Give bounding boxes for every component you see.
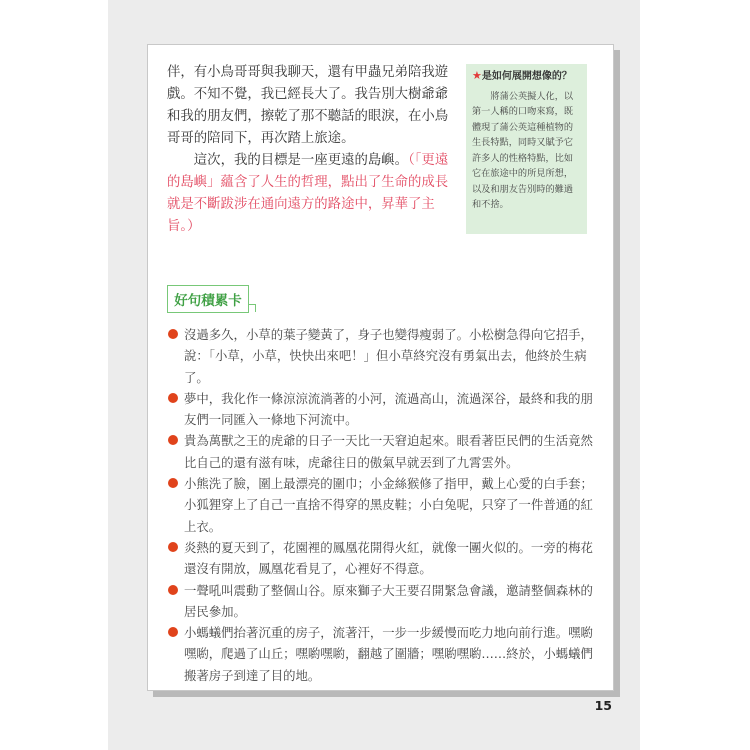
story-text (167, 62, 457, 238)
quote-text: 夢中，我化作一條涼涼流淌著的小河，流過高山，流過深谷，最終和我的朋友們一同匯入一條地下河流中。 (184, 390, 593, 428)
quote-text: 小熊洗了臉，圍上最漂亮的圍巾；小金絲猴修了指甲，戴上心愛的白手套；小狐狸穿上了自己一直捨不得穿的黑皮鞋；小白兔呢，只穿了一件普通的紅上衣。 (184, 476, 593, 534)
bullet-icon (168, 585, 178, 595)
list-item (166, 473, 598, 537)
quote-text: 炎熱的夏天到了，花園裡的鳳凰花開得火紅，就像一團火似的。一旁的梅花還沒有開放，鳳凰花看見了，心裡好不得意。 (184, 539, 593, 577)
sidebar-heading (472, 68, 581, 85)
bullet-icon (168, 542, 178, 552)
star-icon: ★ (472, 69, 482, 82)
list-item (166, 580, 598, 623)
story-paragraph-1: 伴，有小鳥哥哥與我聊天，還有甲蟲兄弟陪我遊戲。不知不覺，我已經長大了。我告別大樹爺爺和我的朋友們，擦乾了那不聽話的眼淚，在小鳥哥哥的陪同下，再次踏上旅途。 (167, 65, 449, 146)
bullet-icon (168, 435, 178, 445)
bullet-icon (168, 478, 178, 488)
bullet-icon (168, 627, 178, 637)
list-item (166, 430, 598, 473)
story-annotation: （「更遠的島嶼」蘊含了人生的哲理，點出了生命的成長就是不斷跋涉在通向遠方的路途中，昇華了主旨。） (167, 153, 449, 234)
quote-text: 貴為萬獸之王的虎爺的日子一天比一天窘迫起來。眼看著臣民們的生活竟然比自己的還有滋有味，虎爺往日的傲氣早就丟到了九霄雲外。 (184, 433, 593, 470)
bullet-icon (168, 393, 178, 403)
bullet-icon (168, 329, 178, 339)
quote-text: 一聲吼叫震動了整個山谷。原來獅子大王要召開緊急會議，邀請整個森林的居民參加。 (184, 582, 593, 619)
list-item (166, 537, 598, 580)
list-item (166, 388, 598, 431)
story-paragraph-2-text: 這次，我的目標是一座更遠的島嶼。 (193, 153, 409, 168)
sidebar-note (466, 64, 587, 234)
story-paragraph-2 (167, 150, 457, 238)
list-item (166, 324, 598, 388)
sidebar-title: 是如何展開想像的？ (481, 71, 572, 82)
quote-list (166, 324, 598, 686)
quote-text: 沒過多久，小草的葉子變黃了，身子也變得瘦弱了。小松樹急得向它招手，說：「小草，小草，快快出來吧！」但小草終究沒有勇氣出去，他終於生病了。 (184, 327, 593, 385)
section-corner-decoration (248, 304, 256, 312)
page-number: 15 (594, 698, 612, 713)
quote-text: 小螞蟻們抬著沉重的房子，流著汗，一步一步緩慢而吃力地向前行進。嘿喲嘿喲，爬過了山丘；嘿喲嘿喲，翻越了圍牆；嘿喲嘿喲……終於，小螞蟻們搬著房子到達了目的地。 (184, 625, 593, 683)
list-item (166, 622, 598, 686)
section-title: 好句積累卡 (167, 285, 249, 313)
sidebar-body: 將蒲公英擬人化，以第一人稱的口吻來寫，既體現了蒲公英這種植物的生長特點，同時又賦予它許多人的性格特點，比如它在旅途中的所見所想，以及和朋友告別時的難過和不捨。 (472, 90, 574, 210)
